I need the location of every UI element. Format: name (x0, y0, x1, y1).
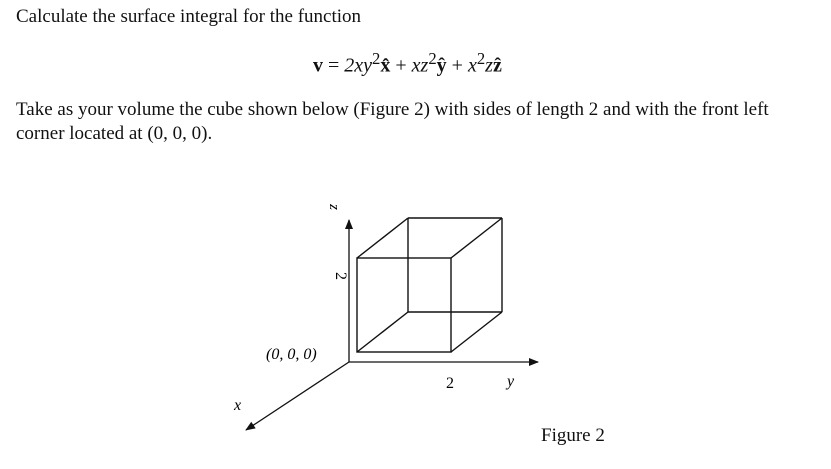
cube-edge (451, 312, 502, 352)
eq-term2-unit: ŷ (436, 54, 447, 77)
horizontal-side-label: 2 (446, 375, 454, 392)
instruction-line-2: corner located at (0, 0, 0). (16, 123, 213, 144)
cube-edge (357, 218, 408, 258)
cube-edge (451, 218, 502, 258)
origin-label: (0, 0, 0) (266, 346, 317, 363)
instruction-line-1: Take as your volume the cube shown below (Figure 2) with sides of length 2 and with the front left (16, 99, 769, 120)
cube (357, 218, 502, 352)
intro-text: Calculate the surface integral for the function (16, 6, 362, 27)
eq-plus2: + (446, 54, 468, 77)
eq-term3-unit: ẑ (492, 54, 502, 77)
eq-term2-coef: xz (411, 54, 429, 77)
eq-term1-exp: 2 (372, 49, 381, 68)
eq-term3-exp: 2 (476, 49, 486, 68)
cube-front-face (357, 258, 451, 352)
eq-term3-var: z (485, 54, 493, 77)
figure-caption: Figure 2 (541, 425, 605, 446)
eq-plus1: + (390, 54, 412, 77)
cube-edge (357, 312, 408, 352)
vertical-side-label: 2 (332, 272, 349, 280)
eq-equals: = (323, 54, 345, 77)
eq-term1-unit: x̂ (380, 54, 391, 77)
eq-term3-coef: x (467, 54, 477, 77)
z-axis-label: z (326, 204, 342, 210)
y-axis-label: y (507, 373, 515, 390)
eq-term1-coef: 2xy (344, 54, 373, 77)
eq-term2-exp: 2 (428, 49, 437, 68)
x-axis-label: x (234, 397, 242, 414)
x-axis (246, 362, 349, 430)
eq-lhs: v (313, 54, 323, 77)
